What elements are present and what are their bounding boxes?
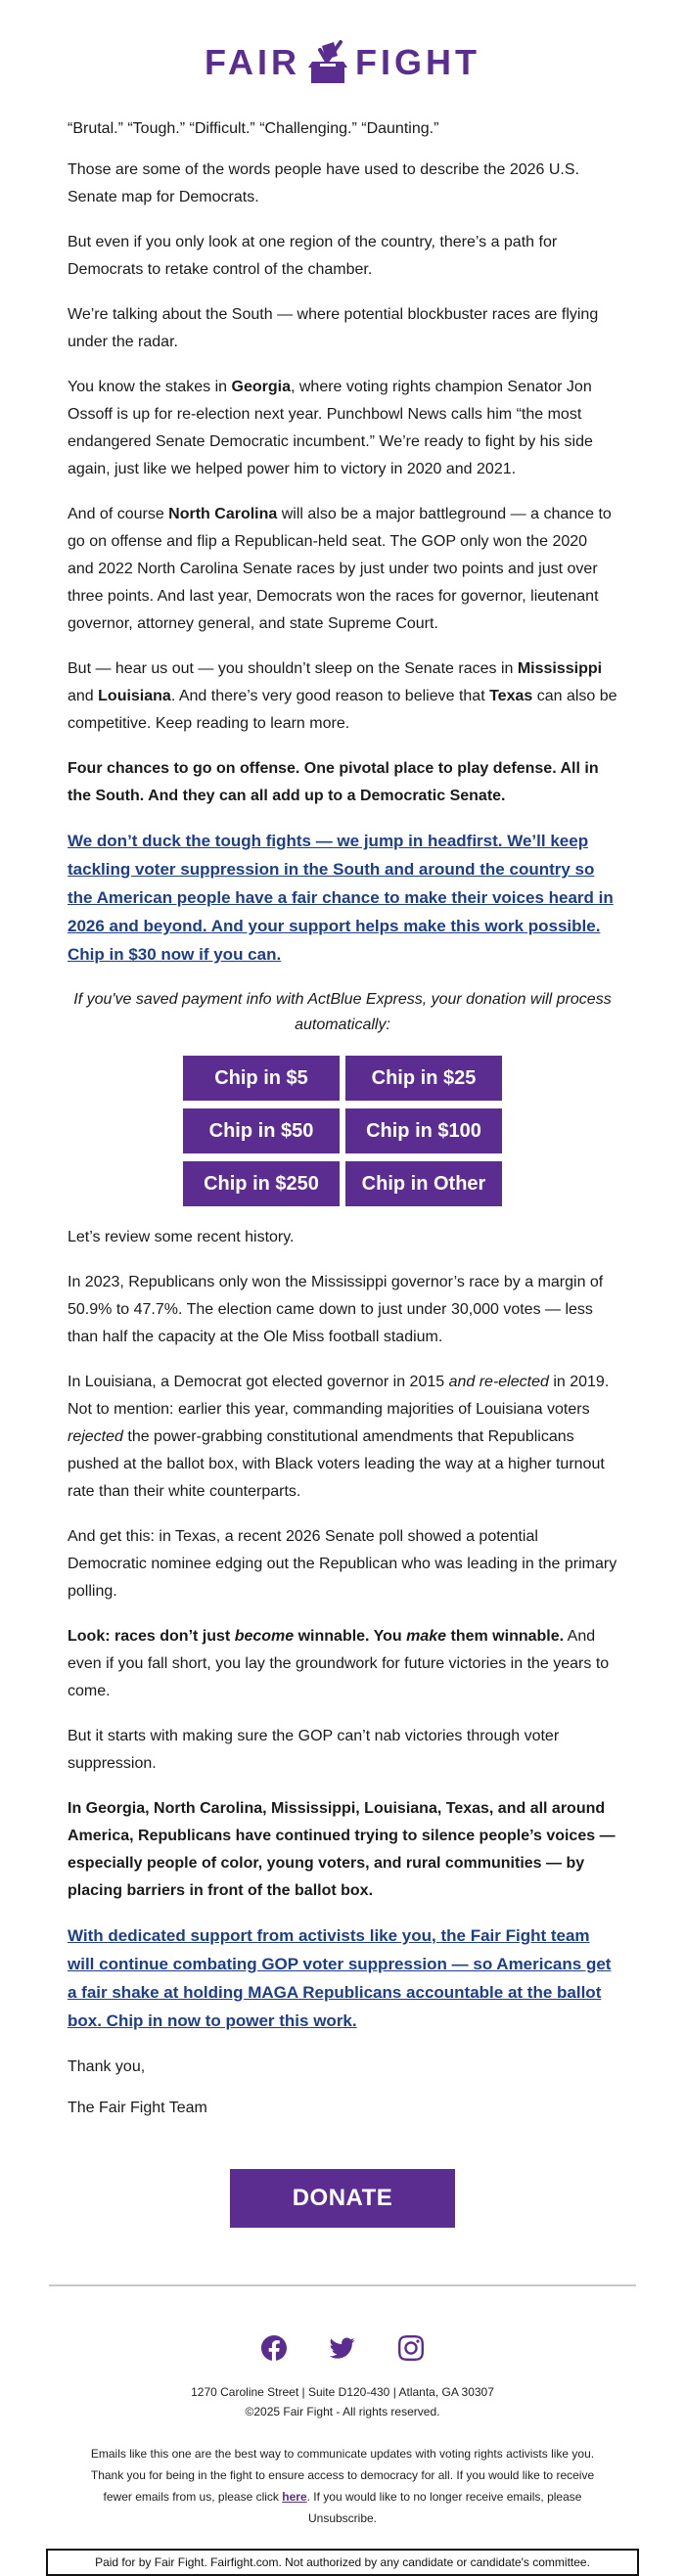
donation-button-grid [68,1056,617,1206]
footer-divider [49,2284,636,2286]
chip-in-30-link[interactable]: We don’t duck the tough fights — we jump in headfirst. We’ll keep tackling voter suppression in the South and around the country so the American people have a fair chance to make their voices heard in 2026 and beyond. And your support helps make this work possible. Chip in $30 now if you can. [68,832,614,964]
signoff-team: The Fair Fight Team [68,2100,207,2116]
paragraph-winnable: Look: races don’t just become winnable. You make them winnable. And even if you fall short, you lay the groundwork for future victories in the years to come. [68,1628,610,1699]
logo-word-right: FIGHT [355,42,480,82]
paragraph-history: Let’s review some recent history. [68,1229,295,1245]
paragraph-quotes: “Brutal.” “Tough.” “Difficult.” “Challenging.” “Daunting.” [68,120,439,137]
twitter-icon[interactable] [330,2335,355,2361]
paragraph-mississippi: In 2023, Republicans only won the Mississippi governor’s race by a margin of 50.9% to 47.7%. The election came down to just under 30,000 votes — less than half the capacity at the Ole Miss football stadium. [68,1274,604,1345]
message-content [0,115,685,2122]
chip-in-50-button[interactable]: Chip in $50 [183,1108,340,1153]
paid-for-disclaimer: Paid for by Fair Fight. Fairfight.com. Not authorized by any candidate or candidate's committee. [46,2549,639,2576]
paragraph-texas-poll: And get this: in Texas, a recent 2026 Senate poll showed a potential Democratic nominee edging out the Republican who was leading in the primary polling. [68,1528,617,1600]
paragraph-south: We’re talking about the South — where potential blockbuster races are flying under the radar. [68,306,599,350]
paragraph-cta-1 [68,828,617,970]
north-carolina-bold: North Carolina [168,506,278,522]
chip-in-25-button[interactable]: Chip in $25 [345,1056,502,1101]
georgia-bold: Georgia [231,379,291,395]
footer-address: 1270 Caroline Street | Suite D120-430 | Atlanta, GA 30307 [191,2385,494,2399]
paragraph-ms-la-tx: But — hear us out — you shouldn’t sleep on the Senate races in Mississippi and Louisiana. And there’s very good reason to believe that Texas can also be competitive. Keep reading to learn more. [68,660,617,732]
paragraph-suppression: But it starts with making sure the GOP can’t nab victories through voter suppression. [68,1728,560,1772]
chip-in-100-button[interactable]: Chip in $100 [345,1108,502,1153]
paragraph-four-chances: Four chances to go on offense. One pivotal place to play defense. All in the South. And they can all add up to a Democratic Senate. [68,760,599,804]
ballot-box-icon [308,40,347,85]
donate-section [0,2169,685,2228]
facebook-icon[interactable] [261,2335,287,2361]
instagram-icon[interactable] [398,2335,424,2361]
paragraph-north-carolina: And of course North Carolina will also be a major battleground — a chance to go on offense and flip a Republican-held seat. The GOP only won the 2020 and 2022 North Carolina Senate races by just under two points and just over three points. And last year, Democrats won the races for governor, lieutenant governor, attorney general, and state Supreme Court. [68,506,612,632]
chip-in-other-button[interactable]: Chip in Other [345,1161,502,1206]
donate-button[interactable]: DONATE [230,2169,455,2228]
logo-lockup [205,40,480,85]
paragraph-louisiana: In Louisiana, a Democrat got elected governor in 2015 and re-elected in 2019. Not to mention: earlier this year, commanding majorities of Louisiana voters rejected the power-grabbing constitutional amendments that Republicans pushed at the ballot box, with Black voters leading the way at a higher turnout rate than their white counterparts. [68,1374,610,1500]
header-logo[interactable] [0,0,685,115]
fewer-emails-link[interactable]: here [282,2490,307,2504]
paragraph-states: In Georgia, North Carolina, Mississippi, Louisiana, Texas, and all around America, Republicans have continued trying to silence people’s voices — especially people of color, young voters, and rural communities — by placing barriers in front of the ballot box. [68,1800,616,1899]
footer-copyright: ©2025 Fair Fight - All rights reserved. [245,2405,440,2418]
logo-word-left: FAIR [205,42,301,82]
signoff-thanks: Thank you, [68,2058,146,2075]
actblue-note: If you've saved payment info with ActBlue Express, your donation will process automatically: [73,991,612,1033]
social-links [0,2335,685,2361]
chip-in-250-button[interactable]: Chip in $250 [183,1161,340,1206]
paragraph-senate-map: Those are some of the words people have used to describe the 2026 U.S. Senate map for Democrats. [68,161,579,205]
paragraph-path: But even if you only look at one region of the country, there’s a path for Democrats to retake control of the chamber. [68,234,558,278]
paragraph-cta-2 [68,1922,617,2036]
chip-in-now-link[interactable]: With dedicated support from activists like you, the Fair Fight team will continue combating GOP voter suppression — so Americans get a fair shake at holding MAGA Republicans accountable at the ballot box. Chip in now to power this work. [68,1926,612,2030]
chip-in-5-button[interactable]: Chip in $5 [183,1056,340,1101]
footer-legal: Emails like this one are the best way to communicate updates with voting rights activists like you. Thank you for being in the fight to ensure access to democracy for all. If you would like to receive fewer emails from us, please click here. If you would like to no longer receive emails, please Unsubscribe. [90,2447,595,2525]
paragraph-georgia: You know the stakes in Georgia, where voting rights champion Senator Jon Ossoff is up for re-election next year. Punchbowl News calls him “the most endangered Senate Democratic incumbent.” We’re ready to fight by his side again, just like we helped power him to victory in 2020 and 2021. [68,379,593,477]
